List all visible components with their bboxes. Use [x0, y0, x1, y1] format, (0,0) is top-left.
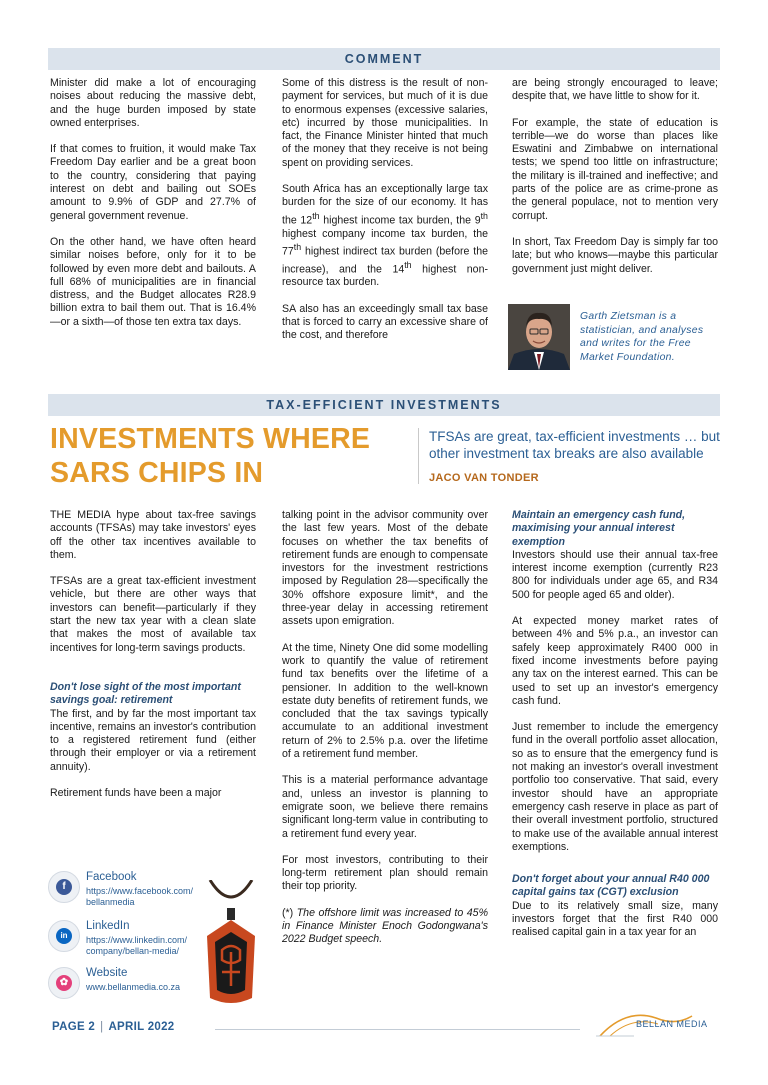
linkedin-label[interactable]: LinkedIn [86, 920, 130, 932]
facebook-icon: f [56, 879, 72, 895]
superscript: th [312, 210, 320, 221]
paragraph: Just remember to include the emergency fund in the overall portfolio asset allocation, so as to ensure that the emergency fund is not making an investor's overall investment portfolio too conservative. That said, every investor should have an appropriate emergency cash reserve in place as part of their overall investment portfolio, structured to make use of the available annual interest exemptions. [512, 721, 718, 853]
text: South Africa has an exceptionally large tax burden for the size of our economy. It has the 12 [282, 183, 488, 227]
paragraph: In short, Tax Freedom Day is simply far too late; but who knows—maybe this particular government just might deliver. [512, 235, 718, 275]
article-column-2 [282, 509, 488, 960]
paragraph: Retirement funds have been a major [50, 787, 222, 800]
comment-column-2 [282, 77, 488, 356]
comment-column-3 [512, 77, 718, 289]
article-column-3 [512, 509, 718, 953]
paragraph: Some of this distress is the result of non-payment for services, but much of it is due to enormous expenses (excessive salaries, etc) incurred by those municipalities. In fact, the Finance Minister hinted that much of the money that they receive is not being spent on providing services. [282, 77, 488, 169]
superscript: th [480, 210, 488, 221]
facebook-url[interactable]: https://www.facebook.com/ bellanmedia [86, 886, 194, 907]
paragraph: THE MEDIA hype about tax-free savings accounts (TFSAs) may take investors' eyes off the other tax incentives available to them. [50, 509, 256, 561]
issue-date: APRIL 2022 [108, 1021, 175, 1033]
paragraph: SA also has an exceedingly small tax base that is forced to carry an excessive share of the cost, and therefore [282, 302, 488, 342]
paragraph: For most investors, contributing to their long-term retirement plan should remain their top priority. [282, 853, 488, 893]
footnote-text: The offshore limit was increased to 45% in Finance Minister Enoch Godongwana's 2022 Budget speech. [282, 906, 488, 946]
paragraph: On the other hand, we have often heard similar noises before, only for it to be followed by even more debt and bailouts. A full 68% of municipalities are in financial distress, and the Budget allocates R28.9 billion extra to bail them out. That is 16.4%—or a sixth—of those ten extra tax days. [50, 235, 256, 328]
footer-separator: | [100, 1021, 104, 1033]
paragraph: talking point in the advisor community over the last few years. Most of the debate focuses on whether the tax benefits of retirement funds are enough to compensate investors for the investment restrictions imposed by Regulation 28—specifically the 30% offshore exposure limit*, and the three-year delay in accessing retirement assets upon emigration. [282, 509, 488, 628]
text: highest non-resource tax burden. [282, 263, 488, 289]
footer-rule [215, 1029, 580, 1030]
subheading: Don't lose sight of the most important savings goal: retirement [50, 680, 241, 707]
website-label[interactable]: Website [86, 967, 128, 979]
paragraph: Investors should use their annual tax-free interest income exemption (currently R23 800 for individuals under age 65, and R34 500 for people aged 65 and older). [512, 548, 718, 601]
paragraph: The first, and by far the most important tax incentive, remains an investor's contribution to a registered retirement fund (either through their employer or via a retirement annuity). [50, 707, 256, 773]
website-icon: ✿ [56, 975, 72, 991]
linkedin-url[interactable]: https://www.linkedin.com/ company/bellan-media/ [86, 935, 188, 956]
website-icon-circle [48, 967, 80, 999]
superscript: th [404, 259, 412, 270]
subheading: Maintain an emergency cash fund, maximising your annual interest exemption [512, 509, 686, 548]
paragraph: This is a material performance advantage and, unless an investor is planning to emigrate soon, we believe there remains significant long-term value in contributing to a retirement fund every year. [282, 774, 488, 840]
standfirst-text: TFSAs are great, tax-efficient investments … but other investment tax breaks are also available [429, 429, 720, 461]
comment-column-1 [50, 77, 256, 342]
paragraph: If that comes to fruition, it would make Tax Freedom Day earlier and be a great boon to the country, considering that paying interest on debt and bailing out SOEs amount to 9.9% of GDP and 27.7% of general government revenue. [50, 143, 256, 222]
facebook-icon-circle [48, 871, 80, 903]
linkedin-icon-circle [48, 920, 80, 952]
page-footer [52, 1021, 175, 1033]
paragraph: At the time, Ninety One did some modelling work to quantify the value of retirement fund tax benefits over the lifetime of a pensioner. In addition to the well-known estate duty benefits of retirement funds, we concluded that the tax savings typically accumulate to an additional investment return of 2% to 2.5% p.a. over the lifetime of a retirement fund member. [282, 641, 488, 761]
website-url[interactable]: www.bellanmedia.co.za [86, 982, 181, 992]
paragraph-tax-rankings [282, 183, 488, 290]
superscript: th [293, 241, 302, 252]
paragraph: Minister did make a lot of encouraging noises about reducing the massive debt, and the huge burden imposed by state owned enterprises. [50, 77, 256, 129]
text: highest income tax burden, the 9 [319, 214, 481, 227]
paragraph: are being strongly encouraged to leave; despite that, we have little to show for it. [512, 77, 718, 103]
paragraph: Due to its relatively small size, many investors forget that the first R40 000 realised capital gain in a tax year for an [512, 899, 718, 939]
text: highest indirect tax burden (before the increase), and the 14 [282, 245, 488, 276]
article-column-1 [50, 509, 256, 813]
investments-section-band: TAX-EFFICIENT INVESTMENTS [48, 394, 720, 416]
page-number: PAGE 2 [52, 1021, 96, 1033]
author-photo [508, 304, 570, 370]
byline: JACO VAN TONDER [429, 472, 539, 484]
logo-text: BELLAN MEDIA [636, 1019, 708, 1029]
footnote [282, 907, 488, 947]
article-standfirst [418, 428, 729, 484]
footnote-marker: (*) [282, 906, 297, 919]
comment-section-band: COMMENT [48, 48, 720, 70]
linkedin-icon: in [56, 928, 72, 944]
facebook-label[interactable]: Facebook [86, 871, 137, 883]
paragraph: At expected money market rates of between 4% and 5% p.a., an investor can safely keep approximately R400 000 in fixed income investments before paying any tax on the interest earned. This can be used to set up an investor's emergency cash fund. [512, 615, 718, 707]
text: highest company income tax burden, the 77 [282, 227, 488, 258]
author-bio: Garth Zietsman is a statistician, and analyses and writes for the Free Market Foundation. [580, 311, 704, 363]
pendant-image [200, 880, 262, 1008]
subheading: Don't forget about your annual R40 000 capital gains tax (CGT) exclusion [512, 873, 710, 899]
article-headline: INVESTMENTS WHERE SARS CHIPS IN [50, 423, 371, 489]
paragraph: For example, the state of education is terrible—we do worse than places like Eswatini and Zimbabwe on international tests; we spend too little on infrastructure; the military is ill-trained and ineffective; and parts of the police are as crime-prone as the general populace, not to mention very corrupt. [512, 116, 718, 222]
paragraph: TFSAs are a great tax-efficient investment vehicle, but there are other ways that investors can benefit—particularly if they start the new tax year with a clean slate that makes the most of available tax incentives for long-term savings products. [50, 575, 256, 654]
